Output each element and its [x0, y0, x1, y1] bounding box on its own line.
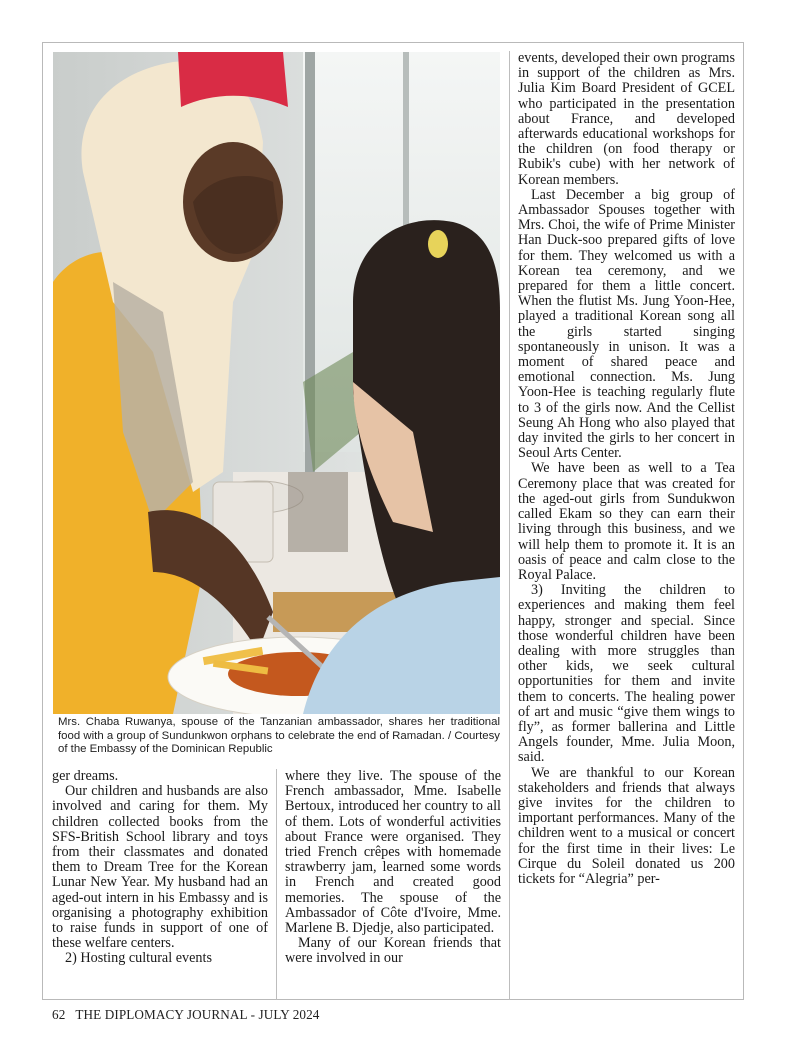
paragraph: 2) Hosting cultural events	[65, 950, 212, 967]
paragraph: Our children and husbands are also involved and caring for them. My children collected books from the SFS-British School library and toys from their classmates and donated them to Dream Tree for the Korean Lunar New Year. My husband had an aged-out intern in his Embassy and is organising a photography exhibition to raise funds in support of one of these welfare centers.	[52, 783, 268, 952]
column-rule	[276, 769, 277, 1000]
page-footer	[52, 1007, 330, 1023]
paragraph: events, developed their own programs in support of the children as Mrs. Julia Kim Board President of GCEL who participated in the presentation about France, and developed afterwards educational workshops for the children (on food therapy or Rubik's cube) with her network of Korean members.	[518, 50, 735, 188]
column-rule	[509, 51, 510, 1000]
paragraph: Many of our Korean friends that were involved in our	[285, 935, 501, 967]
page-number: 62	[52, 1007, 66, 1022]
article-column-left	[52, 769, 268, 967]
paragraph: 3) Inviting the children to experiences and making them feel happy, stronger and special. Since those wonderful children have been dealing with more struggles than other kids, we seek cultural opportunities for them and invite them to concerts. The healing power of art and music “give them wings to fly”, as former ballerina and Little Angels founder, Mme. Julia Moon, said.	[518, 582, 735, 766]
paragraph: Last December a big group of Ambassador Spouses together with Mrs. Choi, the wife of Prime Minister Han Duck-soo prepared gifts of love for them. They welcomed us with a Korean tea ceremony, and we prepared for them a little concert. When the flutist Ms. Jung Yoon-Hee, played a traditional Korean song all the girls started singing spontaneously in unison. It was a moment of shared peace and emotional connection. Ms. Jung Yoon-Hee is teaching regularly flute to 3 of the girls now. And the Cellist Seung Ah Hong who also played that day invited the girls to her concert in Seoul Arts Center.	[518, 186, 735, 462]
photo-illustration	[53, 52, 500, 714]
paragraph: We are thankful to our Korean stakeholders and friends that always give invites for the children to important performances. Many of the children went to a musical or concert for the first time in their lives: Le Cirque du Soleil donated us 200 tickets for “Alegria” per-	[518, 764, 735, 887]
paragraph: ger dreams.	[52, 768, 119, 784]
article-column-middle	[285, 769, 501, 967]
article-photo	[53, 52, 500, 714]
paragraph: where they live. The spouse of the French ambassador, Mme. Isabelle Bertoux, introduced her country to all of them. Lots of wonderful activities about France were organised. They tried French crêpes with homemade strawberry jam, learned some words in French and created good memories. The spouse of the Ambassador of Côte d'Ivoire, Mme. Marlene B. Djedje, also participated.	[285, 768, 501, 937]
photo-caption: Mrs. Chaba Ruwanya, spouse of the Tanzanian ambassador, shares her traditional food with a group of Sundunkwon orphans to celebrate the end of Ramadan. / Courtesy of the Embassy of the Dominican Republic	[58, 716, 500, 756]
publication-name: THE DIPLOMACY JOURNAL - JULY 2024	[75, 1007, 320, 1022]
paragraph: We have been as well to a Tea Ceremony place that was created for the aged-out girls from Sundukwon called Ekam so they can earn their living through this business, and we will help them to promote it. It is an oasis of peace and calm close to the Royal Palace.	[518, 460, 735, 583]
article-column-right	[518, 51, 735, 887]
